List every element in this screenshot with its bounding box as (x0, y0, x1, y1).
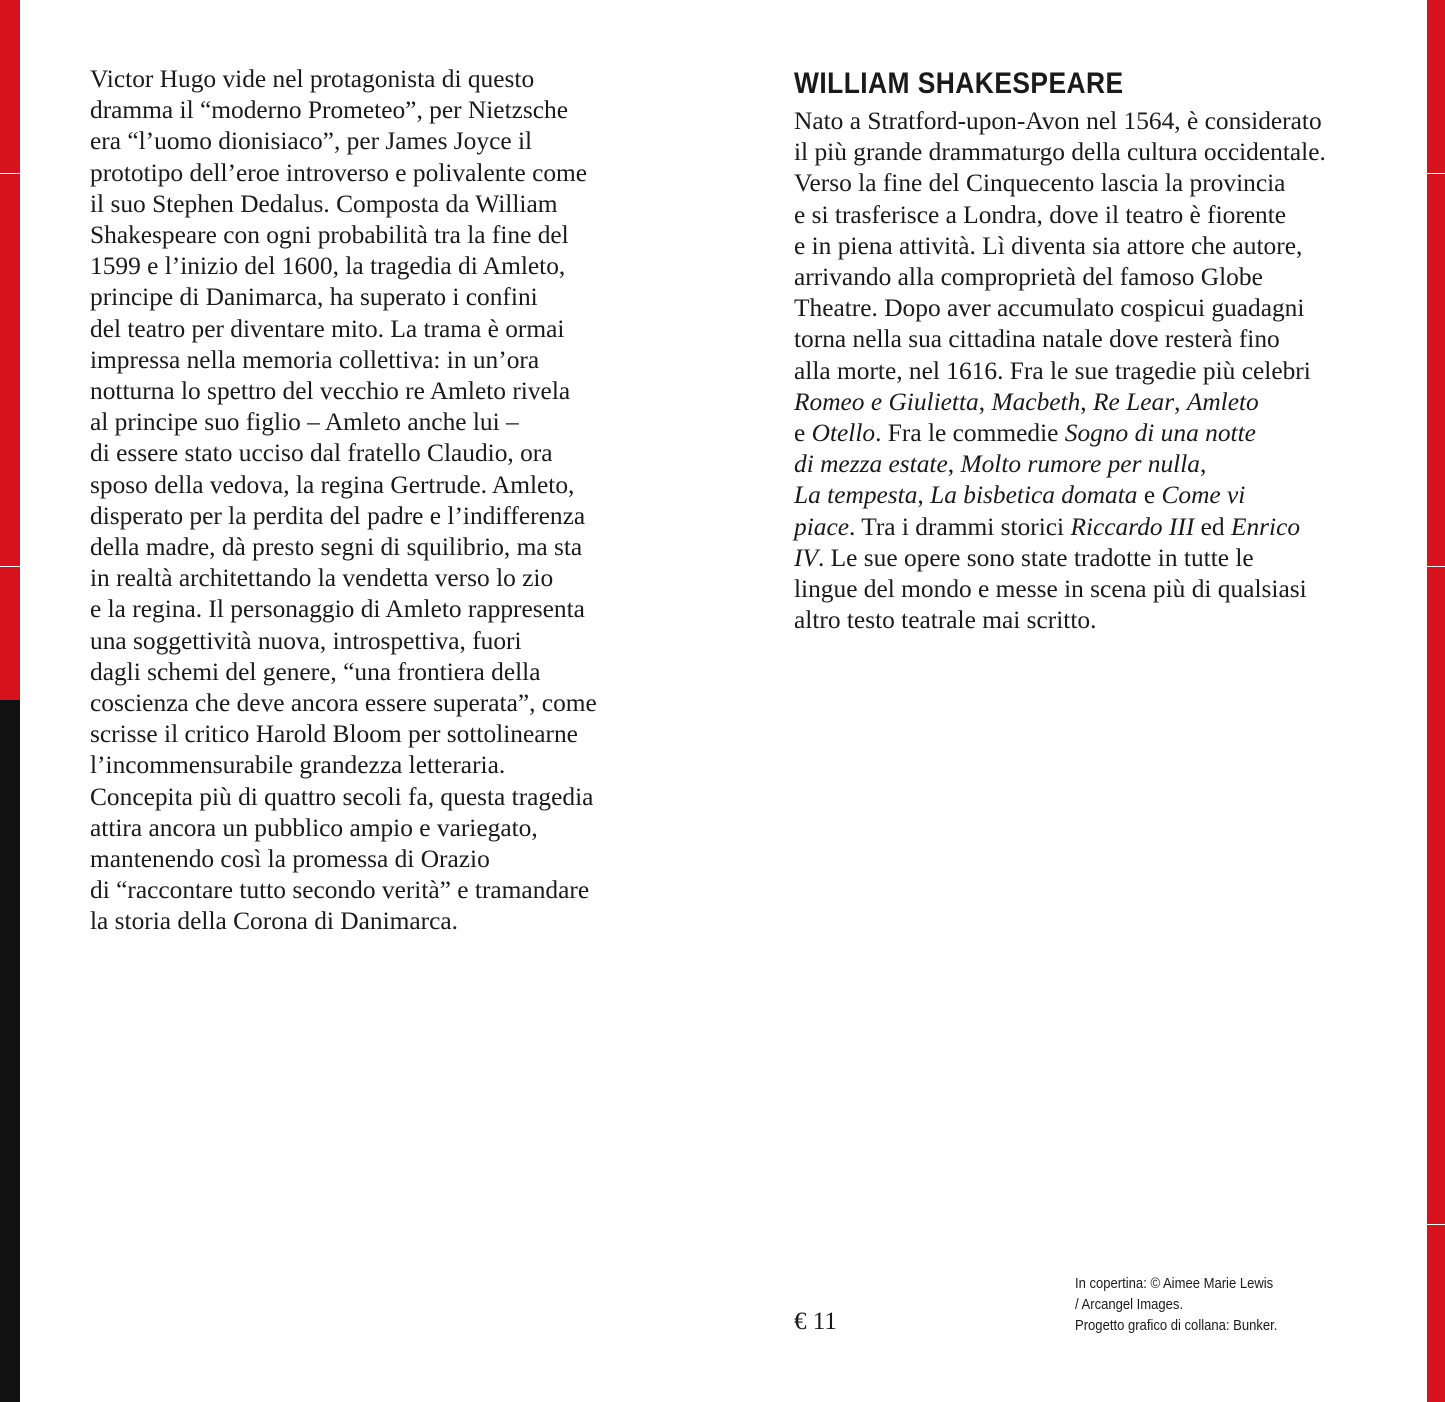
work-title: Macbeth (991, 387, 1081, 416)
synopsis-line: era “l’uomo dionisiaco”, per James Joyce il (90, 127, 533, 156)
work-title: Romeo e Giulietta (794, 387, 979, 416)
author-section (794, 66, 1374, 636)
synopsis-line: l’incommensurabile grandezza letteraria. (90, 751, 506, 780)
work-title: Enrico (1230, 512, 1301, 541)
bio-line (794, 449, 1374, 480)
work-title: di mezza estate (794, 450, 948, 479)
synopsis-line: sposo della vedova, la regina Gertrude. Amleto, (90, 470, 575, 499)
synopsis-line: e la regina. Il personaggio di Amleto rappresenta (90, 595, 585, 624)
synopsis-line: dagli schemi del genere, “una frontiera della (90, 657, 541, 686)
bio-line: il più grande drammaturgo della cultura occidentale. (794, 138, 1326, 167)
credits-line: In copertina: © Aimee Marie Lewis (1075, 1276, 1274, 1292)
work-title: Re Lear (1093, 387, 1175, 416)
bio-line: arrivando alla comproprietà del famoso Globe (794, 263, 1263, 292)
credits-line: / Arcangel Images. (1075, 1297, 1184, 1313)
author-bio (794, 106, 1374, 636)
bio-line: lingue del mondo e messe in scena più di qualsiasi (794, 575, 1307, 604)
bio-line (794, 480, 1374, 511)
synopsis-text (90, 64, 650, 938)
bio-line (794, 543, 1374, 574)
synopsis-line: Concepita più di quattro secoli fa, questa tragedia (90, 782, 594, 811)
synopsis-line: di essere stato ucciso dal fratello Claudio, ora (90, 439, 553, 468)
bio-line: Verso la fine del Cinquecento lascia la provincia (794, 169, 1286, 198)
bio-text: , (978, 387, 992, 416)
work-title: Otello (811, 419, 876, 448)
synopsis-line: prototipo dell’eroe introverso e polivalente come (90, 158, 588, 187)
credits-line: Progetto grafico di collana: Bunker. (1075, 1318, 1278, 1334)
price-label: € 11 (794, 1308, 837, 1335)
work-title: Sogno di una notte (1064, 419, 1256, 448)
synopsis-line: la storia della Corona di Danimarca. (90, 907, 459, 936)
synopsis-line: della madre, dà presto segni di squilibrio, ma sta (90, 533, 583, 562)
bio-text: . Tra i drammi storici (848, 512, 1071, 541)
synopsis-line: del teatro per diventare mito. La trama è ormai (90, 314, 565, 343)
synopsis-line: una soggettività nuova, introspettiva, fuori (90, 626, 522, 655)
synopsis-line: dramma il “moderno Prometeo”, per Nietzsche (90, 96, 569, 125)
synopsis-line: principe di Danimarca, ha superato i confini (90, 283, 538, 312)
synopsis-line: il suo Stephen Dedalus. Composta da William (90, 189, 558, 218)
synopsis-line: Victor Hugo vide nel protagonista di questo (90, 65, 535, 93)
synopsis-line: al principe suo figlio – Amleto anche lui – (90, 408, 519, 437)
bio-text: e (794, 419, 812, 448)
bio-text: , (1200, 450, 1207, 479)
right-spine-band (1427, 0, 1445, 1402)
band-tick (1427, 566, 1445, 567)
work-title: Amleto (1186, 387, 1259, 416)
synopsis-line: Shakespeare con ogni probabilità tra la fine del (90, 221, 569, 250)
work-title: Riccardo III (1070, 512, 1195, 541)
work-title: piace (794, 512, 849, 541)
bio-text: , (1080, 387, 1093, 416)
synopsis-line: di “raccontare tutto secondo verità” e tramandare (90, 876, 590, 905)
synopsis-line: attira ancora un pubblico ampio e variegato, (90, 813, 538, 842)
work-title: La tempesta (794, 481, 918, 510)
bio-text: . Fra le commedie (875, 419, 1065, 448)
bio-text: , (947, 450, 961, 479)
bio-line (794, 387, 1374, 418)
bio-line: alla morte, nel 1616. Fra le sue tragedie più celebri (794, 356, 1311, 385)
author-title: WILLIAM SHAKESPEARE (794, 67, 1124, 100)
band-tick (1427, 173, 1445, 174)
bio-line: Theatre. Dopo aver accumulato cospicui guadagni (794, 294, 1305, 323)
synopsis-line: coscienza che deve ancora essere superata”, come (90, 689, 597, 718)
synopsis-line: 1599 e l’inizio del 1600, la tragedia di Amleto, (90, 252, 566, 281)
work-title: Come vi (1161, 481, 1246, 510)
bio-line: torna nella sua cittadina natale dove resterà fino (794, 325, 1280, 354)
synopsis-line: mantenendo così la promessa di Orazio (90, 845, 490, 874)
bio-text: , (917, 481, 931, 510)
synopsis-line: disperato per la perdita del padre e l’indifferenza (90, 501, 586, 530)
bio-line: altro testo teatrale mai scritto. (794, 606, 1097, 635)
cover-credits (1075, 1274, 1277, 1337)
left-spine-band-black (0, 700, 20, 1402)
bio-text: . Le sue opere sono state tradotte in tutte le (817, 543, 1254, 572)
bio-line (794, 512, 1374, 543)
synopsis-line: in realtà architettando la vendetta verso lo zio (90, 564, 554, 593)
band-tick (0, 566, 20, 567)
work-title: Molto rumore per nulla (960, 450, 1200, 479)
bio-line: e si trasferisce a Londra, dove il teatro è fiorente (794, 200, 1287, 229)
bio-text: e (1137, 481, 1162, 510)
bio-text: , (1174, 387, 1187, 416)
work-title: La bisbetica domata (930, 481, 1138, 510)
bio-line: Nato a Stratford-upon-Avon nel 1564, è considerato (794, 107, 1322, 135)
band-tick (1427, 1224, 1445, 1225)
synopsis-line: notturna lo spettro del vecchio re Amleto rivela (90, 377, 571, 406)
synopsis-line: impressa nella memoria collettiva: in un’ora (90, 345, 540, 374)
bio-line: e in piena attività. Lì diventa sia attore che autore, (794, 231, 1303, 260)
bio-line (794, 418, 1374, 449)
bio-text: ed (1194, 512, 1231, 541)
band-tick (0, 173, 20, 174)
work-title: IV (794, 543, 818, 572)
synopsis-line: scrisse il critico Harold Bloom per sottolinearne (90, 720, 578, 749)
